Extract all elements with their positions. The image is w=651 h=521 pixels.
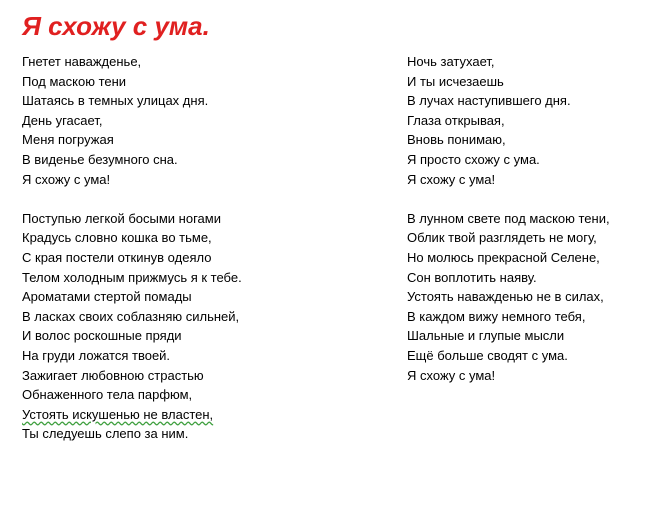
- poem-line: В лучах наступившего дня.: [407, 93, 571, 109]
- poem-line: Шатаясь в темных улицах дня.: [22, 93, 209, 109]
- poem-line: Ещё больше сводят с ума.: [407, 347, 568, 363]
- poem-line: Обнаженного тела парфюм,: [22, 387, 193, 403]
- poem-line: Телом холодным прижмусь я к тебе.: [22, 269, 242, 285]
- poem-line: Но молюсь прекрасной Селене,: [407, 249, 600, 265]
- poem-line: Облик твой разглядеть не могу,: [407, 230, 597, 246]
- poem-title: Я схожу с ума.: [22, 11, 210, 41]
- stanza: [407, 52, 647, 189]
- poem-line: Глаза открывая,: [407, 112, 505, 128]
- stanza: [22, 209, 382, 444]
- poem-line: Я схожу с ума!: [407, 171, 496, 187]
- poem-line: Шальные и глупые мысли: [407, 328, 565, 344]
- poem-line: Меня погружая: [22, 132, 114, 148]
- poem-line: Вновь понимаю,: [407, 132, 506, 148]
- poem-line: Я схожу с ума!: [22, 171, 111, 187]
- poem-line-spellcheck-flagged: Устоять искушенью не властен,: [22, 406, 214, 422]
- poem-line: И ты исчезаешь: [407, 73, 504, 89]
- poem-line: Под маскою тени: [22, 73, 127, 89]
- poem-line: Гнетет наважденье,: [22, 54, 142, 69]
- poem-line: Крадусь словно кошка во тьме,: [22, 230, 212, 246]
- poem-line: В ласках своих соблазняю сильней,: [22, 308, 240, 324]
- poem-line: Ароматами стертой помады: [22, 289, 192, 305]
- poem-line: Ты следуешь слепо за ним.: [22, 426, 189, 442]
- poem-line: В лунном свете под маскою тени,: [407, 210, 610, 226]
- poem-line: И волос роскошные пряди: [22, 328, 182, 344]
- poem-line: Устоять наважденью не в силах,: [407, 289, 604, 305]
- poem-column-left: [22, 52, 382, 463]
- poem-line: В каждом вижу немного тебя,: [407, 308, 586, 324]
- poem-line: В виденье безумного сна.: [22, 151, 178, 167]
- poem-line: С края постели откинув одеяло: [22, 249, 212, 265]
- poem-line: День угасает,: [22, 112, 103, 128]
- stanza: [407, 209, 647, 385]
- poem-line: Сон воплотить наяву.: [407, 269, 537, 285]
- poem-column-right: [407, 52, 647, 405]
- poem-line: Ночь затухает,: [407, 54, 495, 69]
- poem-line: Я схожу с ума!: [407, 367, 496, 383]
- poem-line: Я просто схожу с ума.: [407, 151, 540, 167]
- stanza: [22, 52, 382, 189]
- poem-line: Зажигает любовною страстью: [22, 367, 204, 383]
- poem-line: На груди ложатся твоей.: [22, 347, 171, 363]
- poem-line: Поступью легкой босыми ногами: [22, 210, 221, 226]
